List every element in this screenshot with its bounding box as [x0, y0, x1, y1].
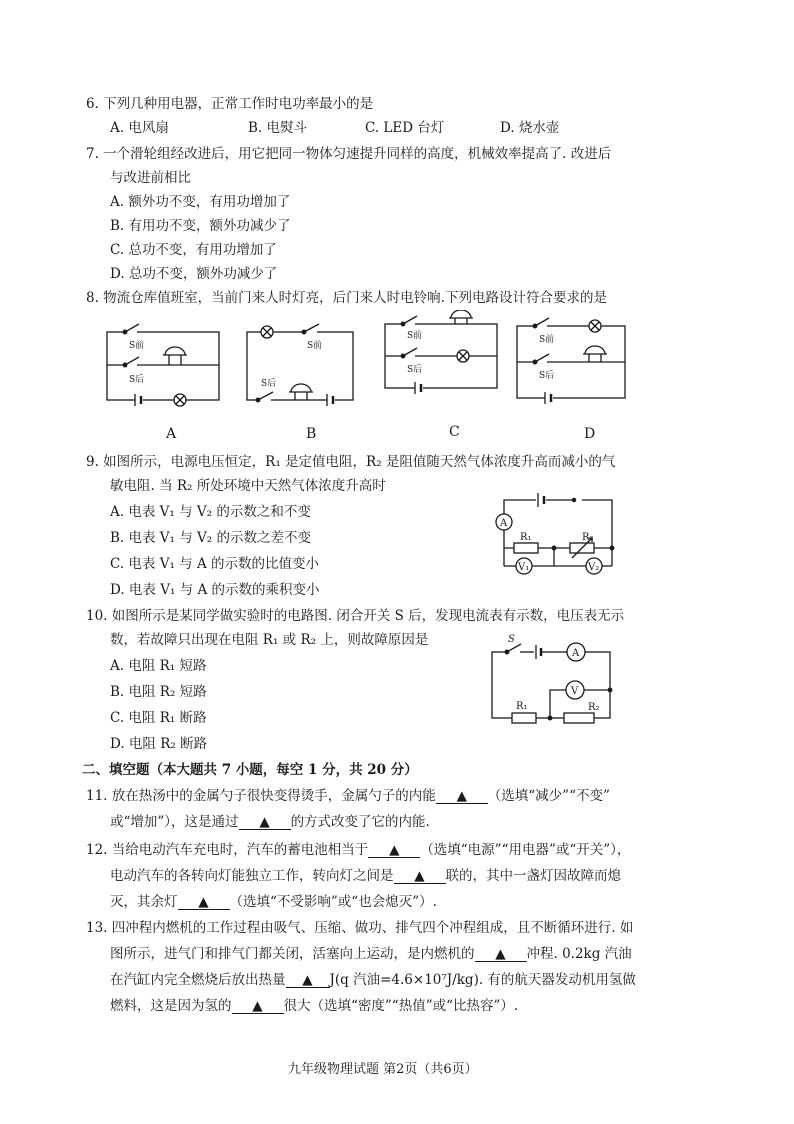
q6-option-a: A. 电风扇 — [110, 120, 169, 136]
q9-circuit-diagram — [484, 490, 624, 590]
q9-option-c: C. 电表 V₁ 与 A 的示数的比值变小 — [110, 556, 320, 572]
q12-line1 — [86, 838, 630, 858]
circuit-c — [385, 310, 497, 394]
q8-stem: 8. 物流仓库值班室，当前门来人时灯亮，后门来人时电铃响.下列电路设计符合要求的是 — [86, 290, 607, 306]
q10-r1-label: R₁ — [516, 701, 528, 712]
q13-blank-3: ▲ — [232, 999, 284, 1014]
circuit-a-switch-front-label: S前 — [129, 341, 145, 351]
q13-text-2b: 冲程. 0.2kg 汽油 — [526, 946, 632, 962]
q13-line2 — [110, 942, 632, 962]
q12-blank-1: ▲ — [368, 843, 420, 858]
q12-text-2b: 联的，其中一盏灯因故障而熄 — [445, 868, 621, 884]
circuit-c-switch-back-label: S后 — [407, 365, 423, 375]
q12-blank-3: ▲ — [178, 895, 230, 910]
q7-stem-line2: 与改进前相比 — [110, 170, 191, 186]
circuit-label-d: D — [584, 426, 596, 442]
q6-option-c: C. LED 台灯 — [365, 120, 445, 136]
q6-option-d: D. 烧水壶 — [500, 120, 560, 136]
circuit-b-switch-back-label: S后 — [261, 379, 277, 389]
q11-line2 — [110, 810, 430, 830]
q11-text-1a: 11. 放在热汤中的金属勺子很快变得烫手，金属勺子的内能 — [86, 788, 436, 804]
q13-text-4b: 很大（选填“密度”“热值”或“比热容”）. — [283, 998, 519, 1014]
q13-text-3b: J(q 汽油=4.6×10⁷J/kg). 有的航天器发动机用氢做 — [329, 972, 636, 988]
circuit-d-switch-back-label: S后 — [539, 371, 555, 381]
q11-text-2a: 或“增加”），这是通过 — [110, 814, 239, 830]
q10-r2-label: R₂ — [588, 702, 600, 713]
q7-option-c: C. 总功不变，有用功增加了 — [110, 242, 277, 258]
q7-stem-line1: 7. 一个滑轮组经改进后，用它把同一物体匀速提升同样的高度，机械效率提高了. 改进后 — [86, 146, 612, 162]
q10-switch-label: S — [508, 634, 515, 645]
q10-option-b: B. 电阻 R₂ 短路 — [110, 684, 207, 700]
q11-blank-1: ▲ — [436, 789, 488, 804]
q11-blank-2: ▲ — [239, 815, 291, 830]
q10-circuit-diagram — [486, 632, 620, 728]
q12-text-1a: 12. 当给电动汽车充电时，汽车的蓄电池相当于 — [86, 842, 369, 858]
q7-option-d: D. 总功不变，额外功减少了 — [110, 266, 278, 282]
q9-option-d: D. 电表 V₁ 与 A 的示数的乘积变小 — [110, 582, 320, 598]
q12-text-3a: 灭，其余灯 — [110, 894, 178, 910]
q8-circuit-diagrams — [95, 310, 655, 430]
circuit-a-switch-back-label: S后 — [129, 375, 145, 385]
circuit-d — [517, 318, 625, 404]
q11-text-2b: 的方式改变了它的内能. — [290, 814, 430, 830]
q13-blank-2: ▲ — [286, 973, 330, 988]
circuit-label-b: B — [306, 426, 317, 442]
q10-option-a: A. 电阻 R₁ 短路 — [110, 658, 207, 674]
q9-stem-line2: 敏电阻. 当 R₂ 所处环境中天然气体浓度升高时 — [110, 478, 386, 494]
q9-option-b: B. 电表 V₁ 与 V₂ 的示数之差不变 — [110, 530, 311, 546]
circuit-label-a: A — [166, 426, 177, 442]
q12-line2 — [110, 864, 621, 884]
q12-text-3b: （选填“不受影响”或“也会熄灭”）. — [229, 894, 437, 910]
q7-option-a: A. 额外功不变，有用功增加了 — [110, 194, 291, 210]
q6-stem: 6. 下列几种用电器，正常工作时电功率最小的是 — [86, 96, 374, 112]
q9-r2-label: R₂ — [582, 532, 594, 543]
q9-option-a: A. 电表 V₁ 与 V₂ 的示数之和不变 — [110, 504, 311, 520]
q12-line3 — [110, 890, 437, 910]
circuit-b-switch-front-label: S前 — [307, 341, 323, 351]
q12-blank-2: ▲ — [394, 869, 446, 884]
q12-text-1b: （选填“电源”“用电器”或“开关”）， — [420, 842, 631, 858]
q12-text-2a: 电动汽车的各转向灯能独立工作，转向灯之间是 — [110, 868, 394, 884]
q7-option-b: B. 有用功不变，额外功减少了 — [110, 218, 291, 234]
q10-option-c: C. 电阻 R₁ 断路 — [110, 710, 207, 726]
q10-voltmeter-label: V — [571, 686, 579, 697]
circuit-label-c: C — [449, 424, 460, 440]
q13-line4 — [110, 994, 518, 1014]
q9-v2-label: V₂ — [588, 562, 600, 573]
q9-r1-label: R₁ — [520, 532, 532, 543]
q9-ammeter-label: A — [500, 518, 508, 529]
q13-text-2a: 图所示，进气门和排气门都关闭，活塞向上运动，是内燃机的 — [110, 946, 475, 962]
q11-line1 — [86, 784, 610, 804]
q10-stem-line2: 数，若故障只出现在电阻 R₁ 或 R₂ 上，则故障原因是 — [110, 632, 429, 648]
q13-text-3a: 在汽缸内完全燃烧后放出热量 — [110, 972, 286, 988]
q10-stem-line1: 10. 如图所示是某同学做实验时的电路图. 闭合开关 S 后，发现电流表有示数，电压表无示 — [86, 608, 625, 624]
circuit-d-switch-front-label: S前 — [539, 335, 555, 345]
section2-heading: 二、填空题（本大题共 7 小题，每空 1 分，共 20 分） — [82, 762, 418, 778]
q9-v1-label: V₁ — [518, 562, 530, 573]
q13-text-4a: 燃料，这是因为氢的 — [110, 998, 232, 1014]
circuit-a — [107, 324, 219, 406]
q10-option-d: D. 电阻 R₂ 断路 — [110, 736, 208, 752]
circuit-b — [247, 324, 353, 406]
q6-option-b: B. 电熨斗 — [248, 120, 308, 136]
page-footer: 九年级物理试题 第2页（共6页） — [288, 1062, 478, 1077]
q10-ammeter-label: A — [572, 648, 580, 659]
q13-line3 — [110, 968, 636, 988]
q13-line1: 13. 四冲程内燃机的工作过程由吸气、压缩、做功、排气四个冲程组成，且不断循环进行. 如 — [86, 920, 634, 936]
circuit-c-switch-front-label: S前 — [407, 331, 423, 341]
q13-blank-1: ▲ — [475, 947, 527, 962]
q9-stem-line1: 9. 如图所示，电源电压恒定，R₁ 是定值电阻，R₂ 是阻值随天然气体浓度升高而减小的气 — [86, 454, 616, 470]
q11-text-1b: （选填“减少”“不变” — [487, 788, 610, 804]
